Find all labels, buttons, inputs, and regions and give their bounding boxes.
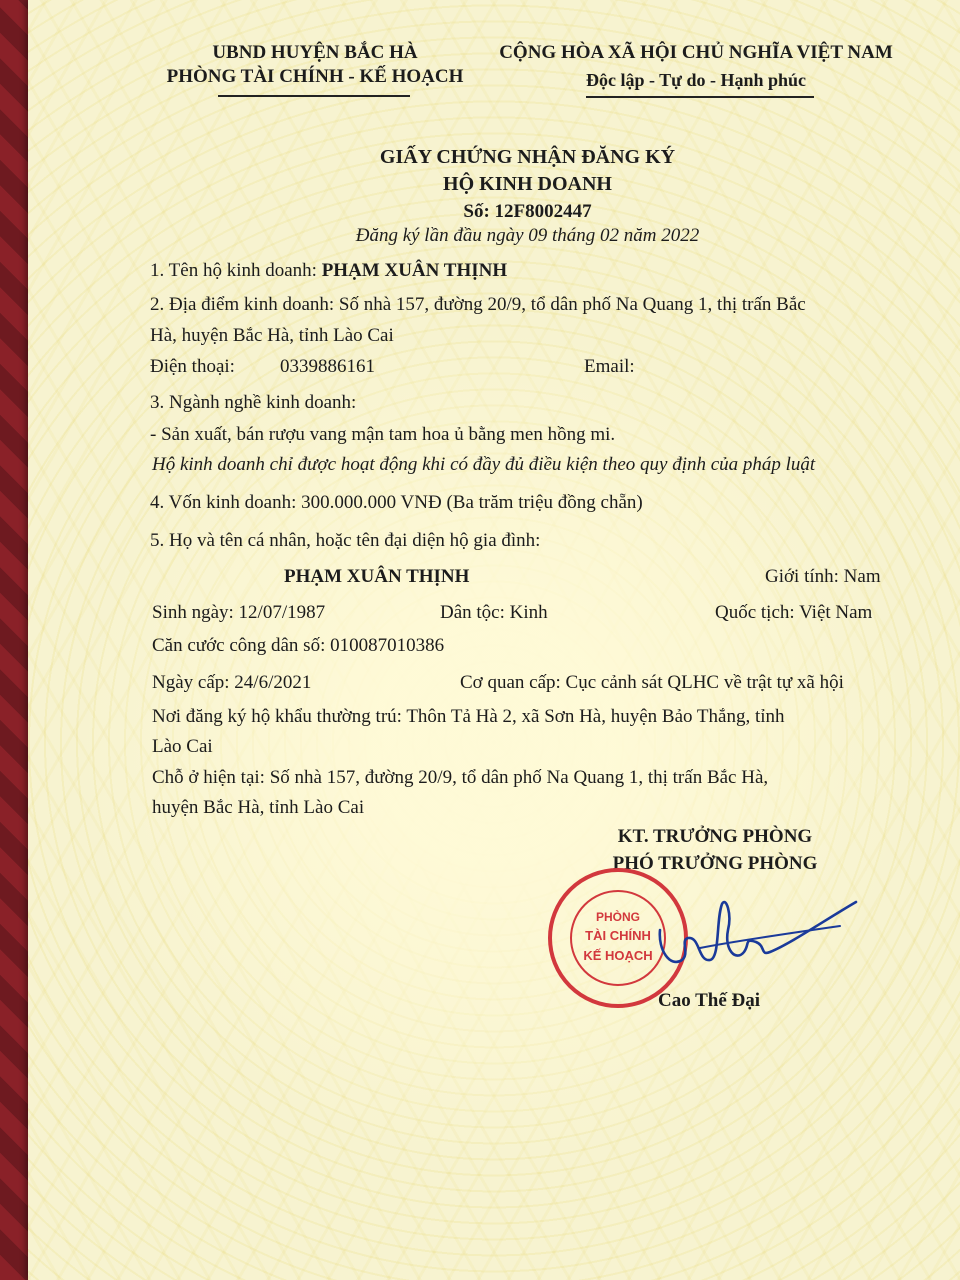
field-business-name-value: PHẠM XUÂN THỊNH <box>321 260 508 281</box>
field-business-name <box>150 260 507 282</box>
stamp-line-2: TÀI CHÍNH <box>585 928 651 943</box>
signer-title-1: KT. TRƯỞNG PHÒNG <box>617 826 813 847</box>
person-id-number: Căn cước công dân số: 010087010386 <box>152 635 445 656</box>
registration-date: Đăng ký lần đầu ngày 09 tháng 02 năm 2022 <box>355 225 700 246</box>
field-address-line2: Hà, huyện Bắc Hà, tỉnh Lào Cai <box>150 325 394 346</box>
document-subtitle: HỘ KINH DOANH <box>443 173 612 195</box>
field-business-name-label: 1. Tên hộ kinh doanh: <box>150 260 322 281</box>
person-issuer: Cơ quan cấp: Cục cảnh sát QLHC về trật tự xã hội <box>460 672 844 693</box>
email-label: Email: <box>584 356 635 377</box>
header-right-line2: Độc lập - Tự do - Hạnh phúc <box>585 70 807 90</box>
person-current-address-line2: huyện Bắc Hà, tỉnh Lào Cai <box>152 797 365 818</box>
person-nationality: Quốc tịch: Việt Nam <box>715 602 873 623</box>
person-gender: Giới tính: Nam <box>765 566 881 587</box>
field-capital: 4. Vốn kinh doanh: 300.000.000 VNĐ (Ba trăm triệu đồng chẵn) <box>150 492 643 513</box>
person-ethnicity: Dân tộc: Kinh <box>440 602 548 623</box>
header-left-line1: UBND HUYỆN BẮC HÀ <box>212 42 418 63</box>
handwritten-signature <box>640 890 870 980</box>
document-title: GIẤY CHỨNG NHẬN ĐĂNG KÝ <box>379 146 676 168</box>
header-left-underline <box>218 95 410 97</box>
certificate-number: Số: 12F8002447 <box>463 201 592 222</box>
stamp-line-3: KẾ HOẠCH <box>583 948 653 963</box>
phone-value: 0339886161 <box>280 356 375 377</box>
person-permanent-address-line1: Nơi đăng ký hộ khẩu thường trú: Thôn Tả Hà 2, xã Sơn Hà, huyện Bảo Thắng, tỉnh <box>152 706 785 727</box>
person-dob: Sinh ngày: 12/07/1987 <box>152 602 326 623</box>
header-left-line2: PHÒNG TÀI CHÍNH - KẾ HOẠCH <box>166 66 464 87</box>
person-permanent-address-line2: Lào Cai <box>152 736 213 757</box>
field-address-line1: 2. Địa điểm kinh doanh: Số nhà 157, đường 20/9, tổ dân phố Na Quang 1, thị trấn Bắc <box>150 294 806 315</box>
field-business-line-value: - Sản xuất, bán rượu vang mận tam hoa ủ bằng men hồng mi. <box>150 424 616 445</box>
field-representative-label: 5. Họ và tên cá nhân, hoặc tên đại diện hộ gia đình: <box>150 530 541 551</box>
person-issue-date: Ngày cấp: 24/6/2021 <box>152 672 312 693</box>
field-business-line-label: 3. Ngành nghề kinh doanh: <box>150 392 357 413</box>
person-name: PHẠM XUÂN THỊNH <box>284 566 470 587</box>
header-right-underline <box>586 96 814 98</box>
header-right-line1: CỘNG HÒA XÃ HỘI CHỦ NGHĨA VIỆT NAM <box>499 42 893 63</box>
stamp-line-1: PHÒNG <box>595 910 640 924</box>
signer-title-2: PHÓ TRƯỞNG PHÒNG <box>612 853 818 874</box>
phone-label: Điện thoại: <box>150 356 235 377</box>
person-current-address-line1: Chỗ ở hiện tại: Số nhà 157, đường 20/9, tổ dân phố Na Quang 1, thị trấn Bắc Hà, <box>152 767 769 788</box>
field-business-line-note: Hộ kinh doanh chỉ được hoạt động khi có đầy đủ điều kiện theo quy định của pháp luật <box>152 454 816 475</box>
signer-name: Cao Thế Đại <box>658 990 761 1011</box>
